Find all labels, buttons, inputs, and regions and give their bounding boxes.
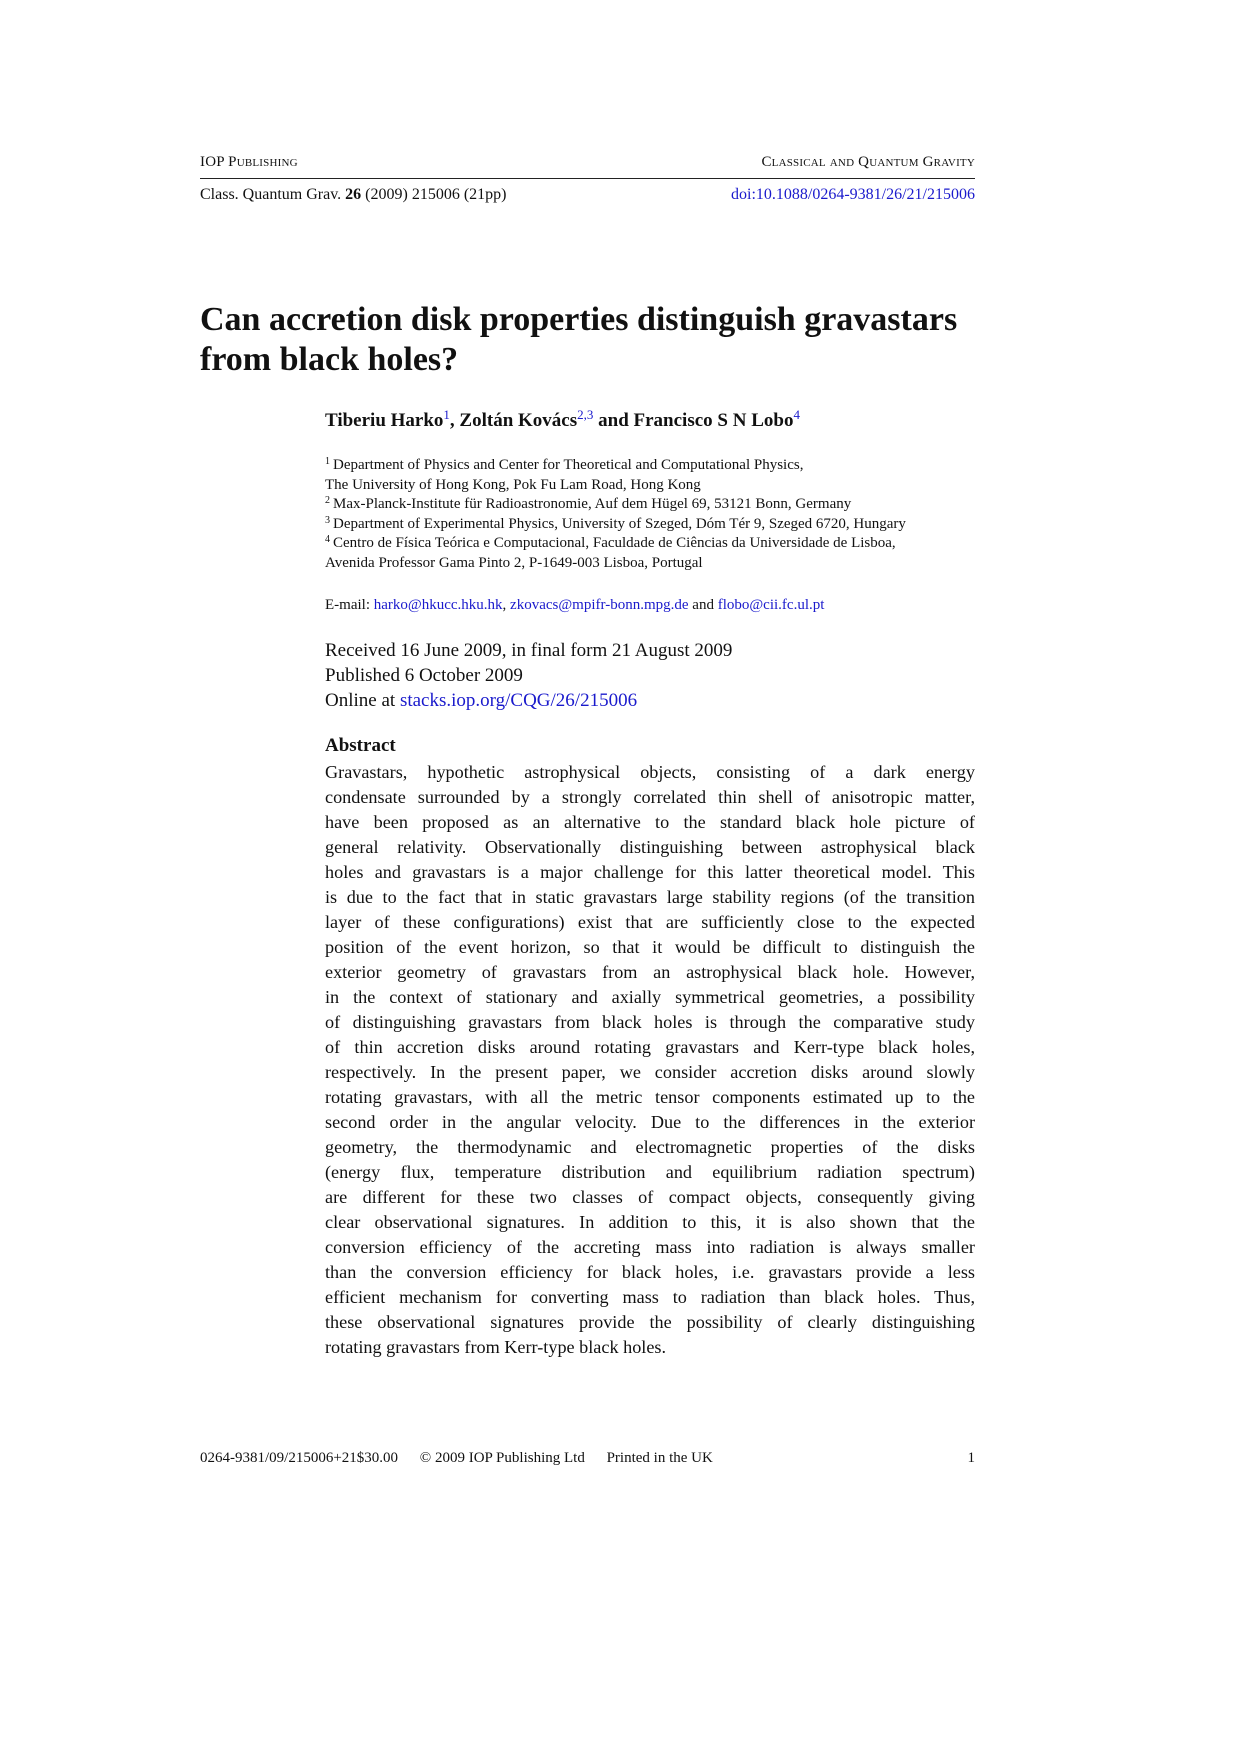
online-line xyxy=(325,688,732,713)
affiliation-line xyxy=(325,534,985,554)
email-line xyxy=(325,597,824,614)
affiliation-text: Max-Planck-Institute für Radioastronomie, Auf dem Hügel 69, 53121 Bonn, Germany xyxy=(333,496,852,513)
affiliation-text: The University of Hong Kong, Pok Fu Lam Road, Hong Kong xyxy=(325,476,701,493)
abstract-line: is due to the fact that in static gravastars large stability regions (of the transition xyxy=(325,887,975,907)
author-affil-link[interactable]: 1 xyxy=(443,407,450,422)
abstract-line: of thin accretion disks around rotating gravastars and Kerr-type black holes, xyxy=(325,1037,975,1057)
email-link[interactable]: zkovacs@mpifr-bonn.mpg.de xyxy=(510,597,689,613)
author-separator: and xyxy=(593,410,634,431)
footer-copyright: © 2009 IOP Publishing Ltd xyxy=(419,1450,585,1466)
paper-title xyxy=(200,300,980,380)
author-name: Francisco S N Lobo xyxy=(633,410,794,431)
footer-printed: Printed in the UK xyxy=(606,1450,713,1466)
abstract-line: holes and gravastars is a major challenge for this latter theoretical model. This xyxy=(325,862,975,882)
affiliation-text: Avenida Professor Gama Pinto 2, P-1649-003 Lisboa, Portugal xyxy=(325,554,703,571)
published-date: Published 6 October 2009 xyxy=(325,665,523,686)
abstract-line: exterior geometry of gravastars from an astrophysical black hole. However, xyxy=(325,962,975,982)
abstract-line: layer of these configurations) exist that are sufficiently close to the expected xyxy=(325,912,975,932)
abstract-line: general relativity. Observationally distinguishing between astrophysical black xyxy=(325,837,975,857)
citation-journal: Class. Quantum Grav. xyxy=(200,186,342,203)
abstract-line: geometry, the thermodynamic and electromagnetic properties of the disks xyxy=(325,1137,975,1157)
abstract-line: have been proposed as an alternative to the standard black hole picture of xyxy=(325,812,975,832)
abstract-line: than the conversion efficiency for black holes, i.e. gravastars provide a less xyxy=(325,1262,975,1282)
affiliations xyxy=(325,456,985,574)
author-separator: , xyxy=(449,410,460,431)
abstract-line: clear observational signatures. In addition to this, it is also shown that the xyxy=(325,1212,975,1232)
affiliation-line xyxy=(325,456,985,476)
abstract-line: efficient mechanism for converting mass to radiation than black holes. Thus, xyxy=(325,1287,975,1307)
email-link[interactable]: flobo@cii.fc.ul.pt xyxy=(717,597,825,613)
citation xyxy=(200,186,506,204)
affiliation-text: Centro de Física Teórica e Computacional, Faculdade de Ciências da Universidade de Lisboa, xyxy=(333,535,896,552)
affiliation-text: Department of Physics and Center for Theoretical and Computational Physics, xyxy=(333,457,804,473)
footer-code: 0264-9381/09/215006+21$30.00 xyxy=(200,1450,399,1466)
citation-line xyxy=(200,186,975,204)
abstract-line: respectively. In the present paper, we consider accretion disks around slowly xyxy=(325,1062,975,1082)
author-affil-link[interactable]: 4 xyxy=(793,407,800,422)
author-affil-link[interactable]: 2,3 xyxy=(577,407,594,422)
abstract-line: second order in the angular velocity. Due to the differences in the exterior xyxy=(325,1112,975,1132)
email-link[interactable]: harko@hkucc.hku.hk xyxy=(373,597,503,613)
author-list xyxy=(325,407,800,432)
journal-name: Classical and Quantum Gravity xyxy=(761,154,975,170)
online-url-link[interactable]: stacks.iop.org/CQG/26/215006 xyxy=(399,690,638,711)
abstract-line: condensate surrounded by a strongly correlated thin shell of anisotropic matter, xyxy=(325,787,975,807)
affiliation-line xyxy=(325,554,985,574)
affiliation-line xyxy=(325,515,985,535)
header-rule xyxy=(200,178,975,179)
footer-left xyxy=(200,1450,731,1467)
author-name: Zoltán Kovács xyxy=(459,410,578,431)
title-line: Can accretion disk properties distinguish gravastars xyxy=(200,301,958,338)
abstract-line: conversion efficiency of the accreting mass into radiation is always smaller xyxy=(325,1237,975,1257)
received-date: Received 16 June 2009, in final form 21 August 2009 xyxy=(325,640,733,661)
affiliation-mark: 4 xyxy=(325,534,330,546)
affiliation-line xyxy=(325,476,985,496)
email-separator: , xyxy=(502,597,507,613)
author-name: Tiberiu Harko xyxy=(325,410,444,431)
abstract-heading: Abstract xyxy=(325,735,396,756)
citation-volume: 26 xyxy=(345,186,362,203)
affiliation-line xyxy=(325,495,985,515)
abstract-line: position of the event horizon, so that it would be difficult to distinguish the xyxy=(325,937,975,957)
email-conjunction: and xyxy=(692,597,714,613)
affiliation-mark: 2 xyxy=(325,495,330,507)
doi-link[interactable]: doi:10.1088/0264-9381/26/21/215006 xyxy=(731,186,975,203)
affiliation-mark: 3 xyxy=(325,514,330,526)
abstract-line: these observational signatures provide the possibility of clearly distinguishing xyxy=(325,1312,975,1332)
abstract-line: are different for these two classes of compact objects, consequently giving xyxy=(325,1187,975,1207)
abstract-line: rotating gravastars, with all the metric tensor components estimated up to the xyxy=(325,1087,975,1107)
abstract-line: (energy flux, temperature distribution and equilibrium radiation spectrum) xyxy=(325,1162,975,1182)
citation-details: (2009) 215006 (21pp) xyxy=(365,186,507,203)
affiliation-mark: 1 xyxy=(325,456,330,467)
running-header xyxy=(200,154,975,171)
affiliation-text: Department of Experimental Physics, University of Szeged, Dóm Tér 9, Szeged 6720, Hungary xyxy=(333,515,906,532)
abstract-body xyxy=(325,760,975,1360)
email-label: E-mail: xyxy=(325,597,370,613)
abstract-line: rotating gravastars from Kerr-type black holes. xyxy=(325,1337,667,1357)
abstract-line: in the context of stationary and axially symmetrical geometries, a possibility xyxy=(325,987,975,1007)
publication-dates xyxy=(325,638,732,713)
page-footer xyxy=(200,1450,975,1467)
page-number: 1 xyxy=(967,1450,975,1466)
online-label: Online at xyxy=(325,690,396,711)
abstract-line: Gravastars, hypothetic astrophysical objects, consisting of a dark energy xyxy=(325,762,975,782)
publisher-name: IOP Publishing xyxy=(200,154,298,170)
title-line: from black holes? xyxy=(200,341,459,378)
abstract-line: of distinguishing gravastars from black holes is through the comparative study xyxy=(325,1012,975,1032)
